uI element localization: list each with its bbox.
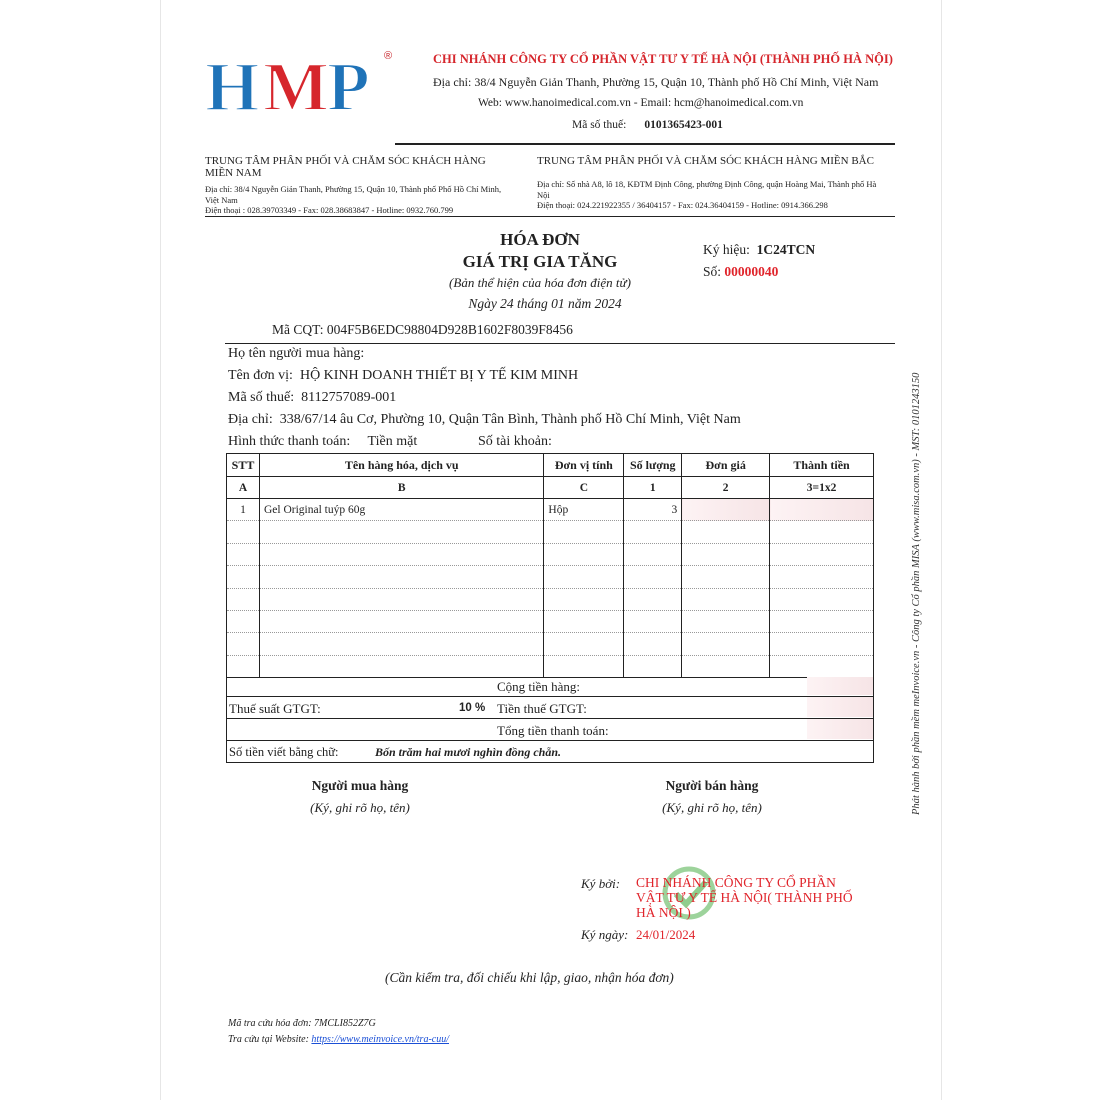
unit-label: Tên đơn vị: (228, 368, 293, 383)
cqt-code: Mã CQT: 004F5B6EDC98804D928B1602F8039F8456 (272, 322, 573, 337)
hmp-logo (205, 50, 393, 118)
logo-m: M (263, 52, 330, 118)
check-note: (Cần kiểm tra, đối chiếu khi lập, giao, nhận hóa đơn) (385, 970, 674, 985)
buyer-signature-note: (Ký, ghi rõ họ, tên) (310, 800, 410, 815)
totals-divider (227, 740, 873, 741)
col-qty: Số lượng (624, 454, 682, 477)
col-unit: Đơn vị tính (544, 454, 624, 477)
code-2: 2 (682, 477, 770, 499)
code-b: B (259, 477, 543, 499)
table-row (227, 566, 874, 588)
invoice-number (703, 264, 778, 280)
buyer-unit (228, 368, 578, 384)
seller-signature-title: Người bán hàng (665, 778, 759, 793)
table-row (227, 633, 874, 655)
buyer-signature-title: Người mua hàng (311, 778, 409, 793)
signed-date-value: 24/01/2024 (636, 927, 696, 942)
branch-north (537, 155, 897, 211)
code-1: 1 (624, 477, 682, 499)
subtotal-redacted (807, 677, 873, 695)
vat-label: Tiền thuế GTGT: (497, 701, 587, 716)
col-stt: STT (227, 454, 260, 477)
item-unit: Hộp (544, 499, 624, 521)
branch-rule (205, 216, 895, 217)
words-value: Bốn trăm hai mươi nghìn đồng chẵn. (375, 745, 562, 759)
lookup-code: Mã tra cứu hóa đơn: 7MCLI852Z7G (228, 1018, 376, 1029)
branch-north-address: Địa chỉ: Số nhà A8, lô 18, KĐTM Định Công, phường Định Công, quận Hoàng Mai, Thành phố Hà Nội (537, 179, 877, 200)
words-label: Số tiền viết bằng chữ: (229, 745, 339, 759)
invoice-symbol (703, 242, 815, 258)
buyer-addr-label: Địa chỉ: (228, 412, 273, 427)
totals-box (226, 675, 874, 763)
table-header-row (227, 454, 874, 477)
buyer-tax (228, 390, 396, 406)
buyer-address (228, 412, 741, 428)
item-stt: 1 (227, 499, 260, 521)
lookup-site-label: Tra cứu tại Website: (228, 1034, 309, 1045)
unit-value: HỘ KINH DOANH THIẾT BỊ Y TẾ KIM MINH (299, 368, 579, 383)
header-rule (395, 143, 895, 145)
vat-redacted (807, 697, 873, 717)
table-code-row (227, 477, 874, 499)
buyer-tax-value: 8112757089-001 (301, 390, 397, 405)
symbol-label: Ký hiệu: (703, 242, 750, 257)
buyer-name-line: Họ tên người mua hàng: (228, 346, 365, 361)
table-row (227, 521, 874, 543)
vat-rate-label: Thuế suất GTGT: (229, 701, 321, 716)
logo-h: H (205, 52, 260, 118)
branch-south (205, 155, 515, 216)
invoice-title: HÓA ĐƠN (500, 230, 580, 249)
payment-label: Hình thức thanh toán: (228, 434, 351, 449)
code-a: A (227, 477, 260, 499)
table-row (227, 610, 874, 632)
subtotal-label: Cộng tiền hàng: (497, 679, 581, 694)
grand-total-redacted (807, 719, 873, 739)
vat-rate: 10 % (459, 702, 486, 714)
item-name: Gel Original tuýp 60g (259, 499, 543, 521)
branch-north-phone: Điện thoại: 024.221922355 / 36404157 - Fax: 024.36404159 - Hotline: 0914.366.298 (537, 200, 828, 210)
branch-south-title: TRUNG TÂM PHÂN PHỐI VÀ CHĂM SÓC KHÁCH HÀNG MIỀN NAM (205, 155, 486, 179)
tax-value: 0101365423-001 (644, 119, 723, 131)
buyer-addr-value: 338/67/14 âu Cơ, Phường 10, Quận Tân Bình, Thành phố Hồ Chí Minh, Việt Nam (279, 412, 741, 427)
invoice-subtitle: (Bản thể hiện của hóa đơn điện tử) (449, 275, 631, 290)
seller-signature-note: (Ký, ghi rõ họ, tên) (662, 800, 762, 815)
table-row (227, 499, 874, 521)
col-amount: Thành tiền (770, 454, 874, 477)
publisher-side-text: Phát hành bởi phần mềm meInvoice.vn - Công ty Cổ phần MISA (www.misa.com.vn) - MST: 0101243150 (911, 372, 922, 815)
signed-by-label: Ký bởi: (581, 876, 621, 891)
lookup-site-link[interactable]: https://www.meinvoice.vn/tra-cuu/ (311, 1034, 449, 1045)
code-3: 3=1x2 (770, 477, 874, 499)
invoice-title-vat: GIÁ TRỊ GIA TĂNG (462, 252, 618, 271)
payment-value: Tiền mặt (367, 434, 418, 449)
item-qty: 3 (624, 499, 682, 521)
item-amount-redacted (770, 499, 874, 521)
symbol-value: 1C24TCN (756, 242, 816, 257)
company-name: CHI NHÁNH CÔNG TY CỔ PHẦN VẬT TƯ Y TẾ HÀ NỘI (THÀNH PHỐ HÀ NỘI) (433, 52, 893, 66)
cqt-rule (225, 343, 895, 344)
number-value: 00000040 (724, 264, 779, 279)
totals-divider (227, 696, 873, 697)
company-web-email: Web: www.hanoimedical.com.vn - Email: hcm@hanoimedical.com.vn (478, 97, 804, 109)
buyer-payment (228, 434, 417, 450)
buyer-tax-label: Mã số thuế: (228, 390, 295, 405)
branch-south-phone: Điện thoại : 028.39703349 - Fax: 028.38683847 - Hotline: 0932.760.799 (205, 205, 454, 215)
grand-total-label: Tổng tiền thanh toán: (497, 723, 609, 738)
code-c: C (544, 477, 624, 499)
table-row (227, 543, 874, 565)
branch-north-title: TRUNG TÂM PHÂN PHỐI VÀ CHĂM SÓC KHÁCH HÀNG MIỀN BẮC (537, 155, 874, 167)
buyer-account: Số tài khoản: (478, 434, 552, 449)
registered-mark: ® (384, 50, 393, 62)
tax-label: Mã số thuế: (572, 119, 627, 131)
table-row (227, 588, 874, 610)
number-label: Số: (703, 264, 722, 279)
company-address: Địa chỉ: 38/4 Nguyễn Giản Thanh, Phường 15, Quận 10, Thành phố Hồ Chí Minh, Việt Nam (433, 75, 879, 89)
items-table (226, 453, 874, 678)
col-name: Tên hàng hóa, dịch vụ (259, 454, 543, 477)
logo-p: P (327, 52, 370, 118)
signed-date-label: Ký ngày: (581, 927, 629, 942)
col-price: Đơn giá (682, 454, 770, 477)
lookup-site (228, 1034, 449, 1045)
invoice-date: Ngày 24 tháng 01 năm 2024 (468, 296, 622, 311)
item-price-redacted (682, 499, 770, 521)
signed-by-value: CHI NHÁNH CÔNG TY CỔ PHẦN VẬT TƯ Y TẾ HÀ NỘI( THÀNH PHỐ HÀ NỘI ) (636, 875, 853, 920)
totals-divider (227, 718, 873, 719)
company-tax (572, 119, 723, 131)
branch-south-address: Địa chỉ: 38/4 Nguyễn Giản Thanh, Phường 15, Quận 10, Thành phố Phố Hồ Chí Minh, Việt Nam (205, 184, 502, 205)
